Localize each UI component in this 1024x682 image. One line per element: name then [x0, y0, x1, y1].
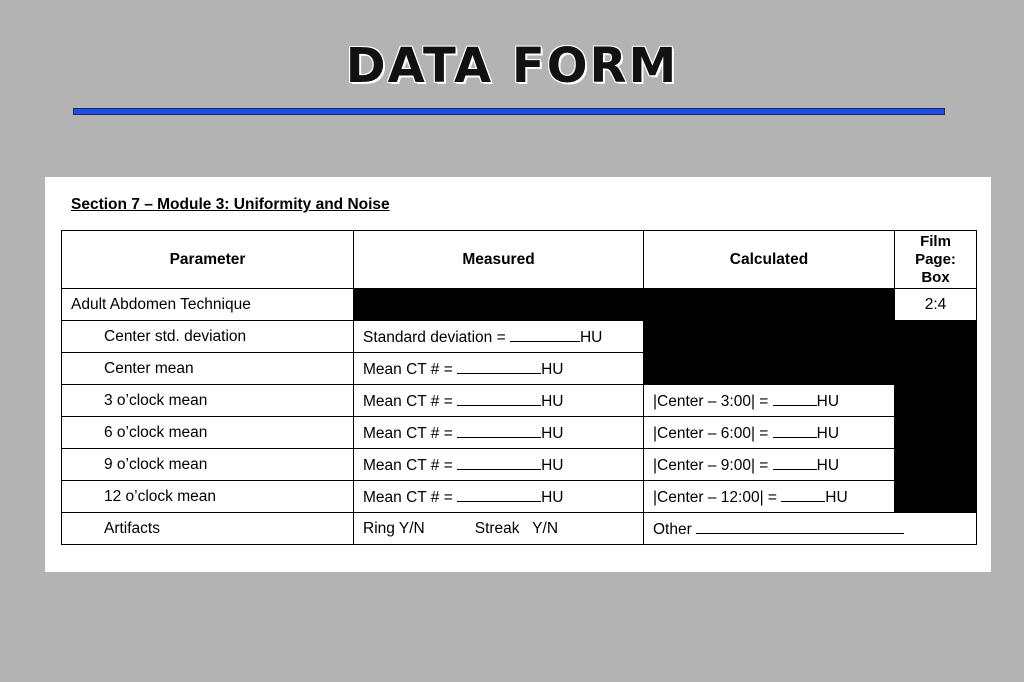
streak-yn-option[interactable]: Streak Y/N — [474, 519, 559, 537]
measured-cell — [354, 417, 644, 449]
other-blank-field[interactable] — [696, 519, 904, 534]
calculated-label: |Center – 12:00| = — [653, 488, 782, 506]
other-label: Other — [653, 520, 697, 538]
unit-label: HU — [541, 360, 564, 378]
calc-6-blank-field[interactable] — [773, 423, 817, 438]
parameter-cell: Artifacts — [62, 513, 354, 545]
table-row — [62, 353, 977, 385]
header-row — [62, 231, 977, 289]
mean-9-blank-field[interactable] — [457, 455, 541, 470]
artifacts-measured-cell — [354, 513, 644, 545]
measured-label: Mean CT # = — [363, 360, 458, 378]
redacted-cell — [895, 321, 977, 353]
unit-label: HU — [541, 456, 564, 474]
table-row — [62, 417, 977, 449]
unit-label: HU — [816, 456, 840, 474]
header-measured: Measured — [354, 231, 644, 289]
unit-label: HU — [579, 328, 603, 346]
calculated-label: |Center – 3:00| = — [653, 392, 773, 410]
data-form-card — [45, 177, 991, 572]
calculated-label: |Center – 6:00| = — [653, 424, 773, 442]
parameter-cell: 12 o’clock mean — [62, 481, 354, 513]
calc-12-blank-field[interactable] — [781, 487, 825, 502]
mean-3-blank-field[interactable] — [457, 391, 541, 406]
redacted-cell — [354, 289, 644, 321]
redacted-cell — [644, 321, 895, 353]
redacted-cell — [895, 481, 977, 513]
measured-cell — [354, 353, 644, 385]
section-heading: Section 7 – Module 3: Uniformity and Noise — [71, 196, 390, 213]
unit-label: HU — [541, 424, 564, 442]
measured-cell — [354, 449, 644, 481]
table-row — [62, 289, 977, 321]
calculated-cell — [644, 417, 895, 449]
redacted-cell — [895, 353, 977, 385]
film-page-box-value: 2:4 — [895, 289, 977, 321]
header-parameter: Parameter — [62, 231, 354, 289]
parameter-cell: Adult Abdomen Technique — [62, 289, 354, 321]
center-mean-blank-field[interactable] — [457, 359, 541, 374]
measured-cell — [354, 481, 644, 513]
calc-3-blank-field[interactable] — [773, 391, 817, 406]
table-row — [62, 481, 977, 513]
calculated-cell — [644, 385, 895, 417]
measured-label: Mean CT # = — [363, 392, 458, 410]
calc-9-blank-field[interactable] — [773, 455, 817, 470]
table-row — [62, 513, 977, 545]
header-film-line2: Page: — [915, 250, 956, 268]
header-film-line3: Box — [921, 268, 950, 286]
redacted-cell — [895, 449, 977, 481]
redacted-cell — [895, 385, 977, 417]
unit-label: HU — [541, 488, 564, 506]
slide-title: DATA FORM — [345, 38, 679, 94]
unit-label: HU — [541, 392, 564, 410]
title-divider — [73, 108, 945, 115]
uniformity-noise-table — [61, 230, 977, 545]
measured-label: Standard deviation = — [363, 328, 510, 346]
unit-label: HU — [816, 424, 840, 442]
table-row — [62, 321, 977, 353]
mean-12-blank-field[interactable] — [457, 487, 541, 502]
calculated-label: |Center – 9:00| = — [653, 456, 773, 474]
unit-label: HU — [816, 392, 840, 410]
measured-label: Mean CT # = — [363, 488, 458, 506]
parameter-cell: 6 o’clock mean — [62, 417, 354, 449]
table-row — [62, 449, 977, 481]
measured-cell — [354, 385, 644, 417]
mean-6-blank-field[interactable] — [457, 423, 541, 438]
unit-label: HU — [825, 488, 848, 506]
ring-yn-option[interactable]: Ring Y/N — [363, 519, 425, 537]
parameter-cell: Center std. deviation — [62, 321, 354, 353]
measured-cell — [354, 321, 644, 353]
redacted-cell — [644, 289, 895, 321]
calculated-cell — [644, 481, 895, 513]
artifacts-other-cell — [644, 513, 977, 545]
std-dev-blank-field[interactable] — [510, 327, 580, 342]
measured-label: Mean CT # = — [363, 424, 458, 442]
parameter-cell: Center mean — [62, 353, 354, 385]
redacted-cell — [895, 417, 977, 449]
calculated-cell — [644, 449, 895, 481]
header-calculated: Calculated — [644, 231, 895, 289]
table-row — [62, 385, 977, 417]
measured-label: Mean CT # = — [363, 456, 458, 474]
header-film-line1: Film — [920, 232, 951, 250]
parameter-cell: 9 o’clock mean — [62, 449, 354, 481]
parameter-cell: 3 o’clock mean — [62, 385, 354, 417]
header-film-page-box — [895, 231, 977, 289]
redacted-cell — [644, 353, 895, 385]
